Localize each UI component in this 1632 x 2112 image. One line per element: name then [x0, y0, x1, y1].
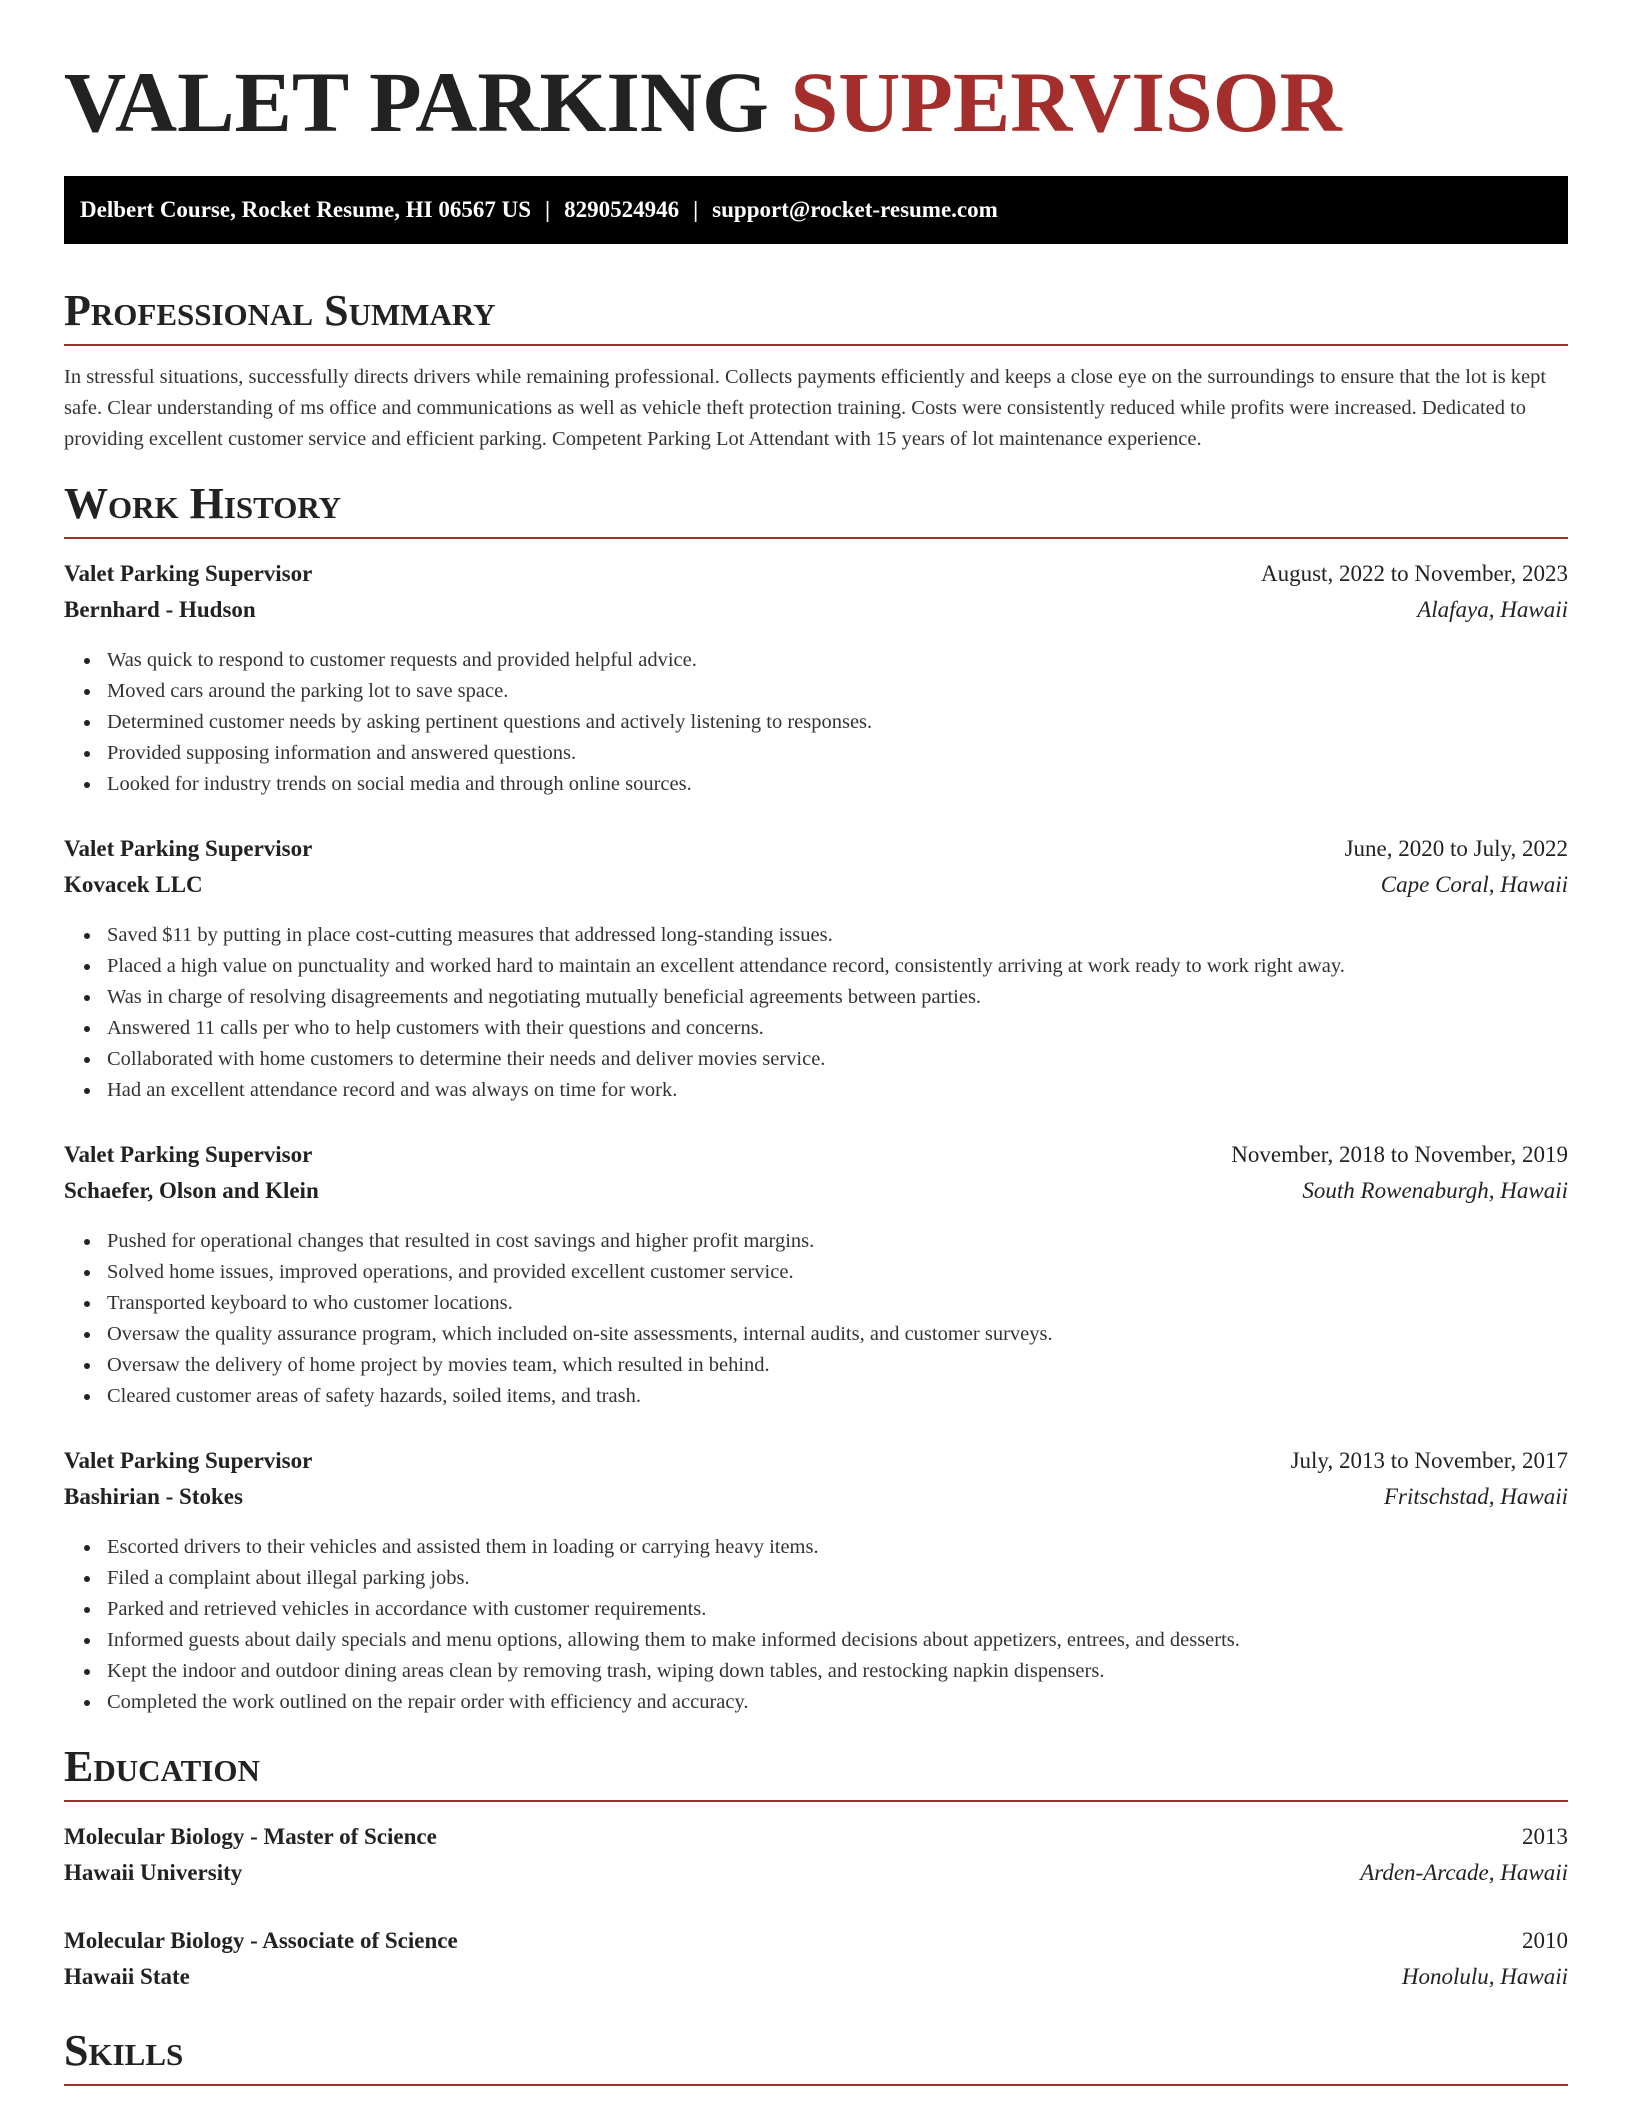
- job-title: Valet Parking Supervisor: [64, 836, 313, 861]
- job-bullet: Determined customer needs by asking pertinent questions and actively listening to responses.: [107, 707, 1568, 738]
- contact-address: Delbert Course, Rocket Resume, HI 06567 US: [80, 197, 531, 222]
- contact-separator: |: [693, 197, 699, 222]
- job-entry: [64, 561, 1568, 800]
- job-header-row: [64, 836, 1568, 872]
- job-bullet: Oversaw the delivery of home project by movies team, which resulted in behind.: [107, 1350, 1568, 1381]
- job-company: Bernhard - Hudson: [64, 597, 256, 622]
- job-bullet: Informed guests about daily specials and menu options, allowing them to make informed decisions about appetizers, entrees, and desserts.: [107, 1625, 1568, 1656]
- job-bullet: Provided supposing information and answered questions.: [107, 738, 1568, 769]
- job-bullet: Oversaw the quality assurance program, which included on-site assessments, internal audits, and customer surveys.: [107, 1319, 1568, 1350]
- job-company: Bashirian - Stokes: [64, 1484, 243, 1509]
- job-header-row: [64, 1142, 1568, 1178]
- education-school-row: [64, 1964, 1568, 2000]
- section-title-education: Education: [64, 1742, 1568, 1802]
- work-history-section: [64, 479, 1568, 1718]
- job-header-row: [64, 561, 1568, 597]
- job-bullet: Placed a high value on punctuality and worked hard to maintain an excellent attendance record, consistently arriving at work ready to work right away.: [107, 951, 1568, 982]
- education-entry: [64, 1928, 1568, 2000]
- job-entry: [64, 836, 1568, 1106]
- job-bullets: [64, 1226, 1568, 1412]
- title-accent: SUPERVISOR: [790, 54, 1342, 150]
- job-company-row: [64, 1178, 1568, 1214]
- job-title: Valet Parking Supervisor: [64, 561, 313, 586]
- job-bullet: Cleared customer areas of safety hazards, soiled items, and trash.: [107, 1381, 1568, 1412]
- job-bullet: Moved cars around the parking lot to save space.: [107, 676, 1568, 707]
- job-bullet: Parked and retrieved vehicles in accordance with customer requirements.: [107, 1594, 1568, 1625]
- job-bullet: Escorted drivers to their vehicles and assisted them in loading or carrying heavy items.: [107, 1532, 1568, 1563]
- job-company-row: [64, 1484, 1568, 1520]
- job-bullets: [64, 645, 1568, 800]
- job-company: Schaefer, Olson and Klein: [64, 1178, 319, 1203]
- job-bullet: Pushed for operational changes that resulted in cost savings and higher profit margins.: [107, 1226, 1568, 1257]
- job-location: Alafaya, Hawaii: [1417, 597, 1568, 622]
- education-entry: [64, 1824, 1568, 1896]
- section-title-work-history: Work History: [64, 479, 1568, 539]
- education-year: 2013: [1522, 1824, 1568, 1849]
- job-bullet: Was quick to respond to customer requests and provided helpful advice.: [107, 645, 1568, 676]
- job-company-row: [64, 872, 1568, 908]
- summary-section: [64, 286, 1568, 455]
- job-company-row: [64, 597, 1568, 633]
- job-location: South Rowenaburgh, Hawaii: [1302, 1178, 1568, 1203]
- education-year: 2010: [1522, 1928, 1568, 1953]
- job-bullets: [64, 920, 1568, 1106]
- job-location: Cape Coral, Hawaii: [1380, 872, 1568, 897]
- job-bullet: Was in charge of resolving disagreements and negotiating mutually beneficial agreements between parties.: [107, 982, 1568, 1013]
- contact-separator: |: [545, 197, 551, 222]
- job-bullet: Solved home issues, improved operations, and provided excellent customer service.: [107, 1257, 1568, 1288]
- job-bullet: Had an excellent attendance record and was always on time for work.: [107, 1075, 1568, 1106]
- education-degree: Molecular Biology - Associate of Science: [64, 1928, 458, 1953]
- education-location: Honolulu, Hawaii: [1401, 1964, 1568, 1989]
- education-school: Hawaii University: [64, 1860, 243, 1885]
- section-title-skills: Skills: [64, 2026, 1568, 2086]
- education-degree-row: [64, 1928, 1568, 1964]
- education-school-row: [64, 1860, 1568, 1896]
- job-dates: July, 2013 to November, 2017: [1290, 1448, 1568, 1473]
- job-company: Kovacek LLC: [64, 872, 203, 897]
- job-bullet: Completed the work outlined on the repair order with efficiency and accuracy.: [107, 1687, 1568, 1718]
- job-bullet: Kept the indoor and outdoor dining areas clean by removing trash, wiping down tables, and restocking napkin dispensers.: [107, 1656, 1568, 1687]
- contact-email: support@rocket-resume.com: [712, 197, 998, 222]
- job-header-row: [64, 1448, 1568, 1484]
- job-entry: [64, 1448, 1568, 1718]
- job-bullet: Answered 11 calls per who to help customers with their questions and concerns.: [107, 1013, 1568, 1044]
- resume-page: [64, 0, 1568, 2086]
- resume-title: [64, 0, 1568, 152]
- education-section: [64, 1742, 1568, 2000]
- education-school: Hawaii State: [64, 1964, 190, 1989]
- job-location: Fritschstad, Hawaii: [1383, 1484, 1568, 1509]
- job-dates: November, 2018 to November, 2019: [1231, 1142, 1568, 1167]
- job-bullet: Filed a complaint about illegal parking jobs.: [107, 1563, 1568, 1594]
- job-entry: [64, 1142, 1568, 1412]
- education-degree-row: [64, 1824, 1568, 1860]
- education-degree: Molecular Biology - Master of Science: [64, 1824, 437, 1849]
- contact-bar: [64, 176, 1568, 244]
- skills-section: [64, 2026, 1568, 2086]
- job-title: Valet Parking Supervisor: [64, 1142, 313, 1167]
- job-bullet: Transported keyboard to who customer locations.: [107, 1288, 1568, 1319]
- job-dates: August, 2022 to November, 2023: [1261, 561, 1568, 586]
- title-main: VALET PARKING: [64, 54, 769, 150]
- job-title: Valet Parking Supervisor: [64, 1448, 313, 1473]
- summary-text: In stressful situations, successfully directs drivers while remaining professional. Collects payments efficiently and keeps a close eye on the surroundings to ensure that the lot is kept safe. Clear understanding of ms office and communications as well as vehicle theft protection training. Costs were consistently reduced while profits were increased. Dedicated to providing excellent customer service and efficient parking. Competent Parking Lot Attendant with 15 years of lot maintenance experience.: [64, 366, 1547, 450]
- job-bullet: Collaborated with home customers to determine their needs and deliver movies service.: [107, 1044, 1568, 1075]
- job-dates: June, 2020 to July, 2022: [1344, 836, 1568, 861]
- education-location: Arden-Arcade, Hawaii: [1360, 1860, 1568, 1885]
- job-bullets: [64, 1532, 1568, 1718]
- section-title-summary: Professional Summary: [64, 286, 1568, 346]
- job-bullet: Saved $11 by putting in place cost-cutting measures that addressed long-standing issues.: [107, 920, 1568, 951]
- job-bullet: Looked for industry trends on social media and through online sources.: [107, 769, 1568, 800]
- contact-phone: 8290524946: [564, 197, 680, 222]
